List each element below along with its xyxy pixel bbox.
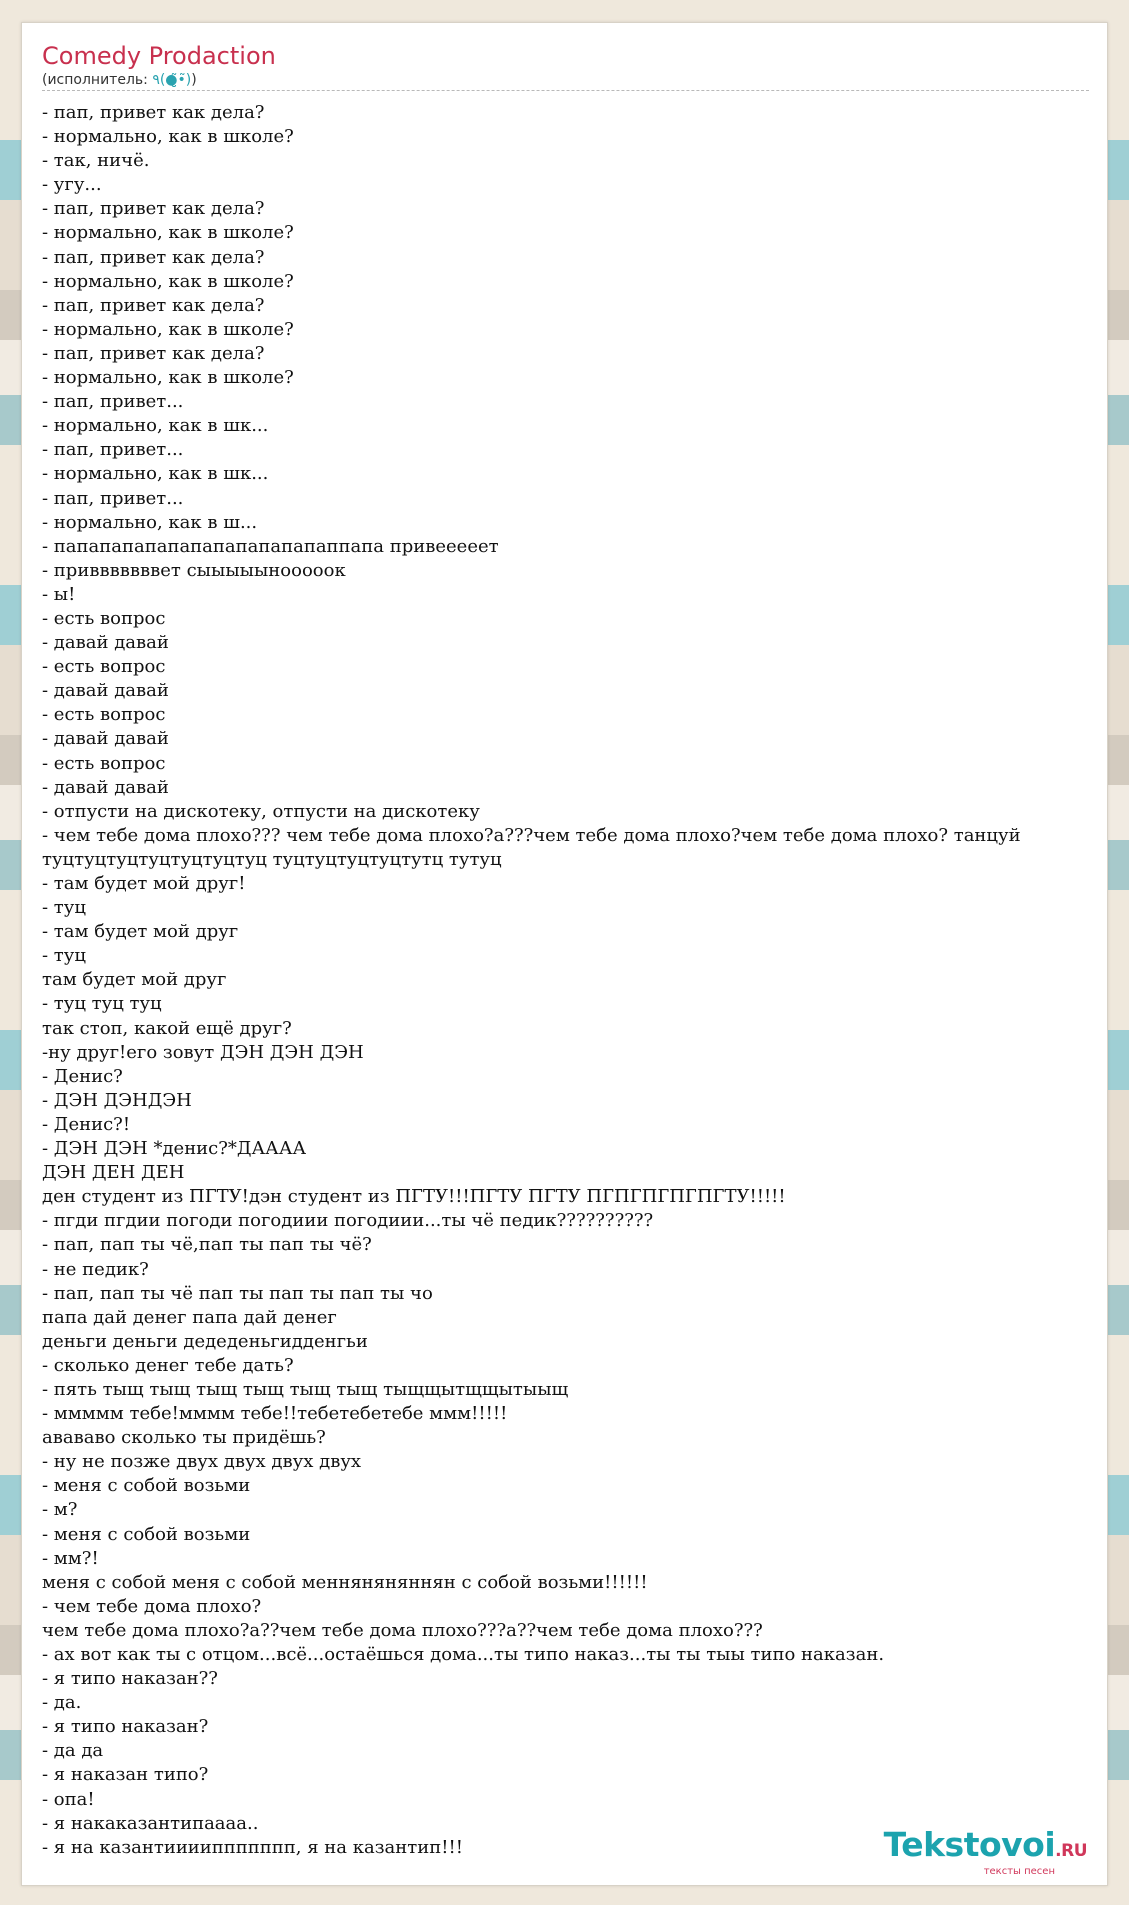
lyric-line: - пап, привет как дела? <box>42 246 265 268</box>
lyric-line: - пап, пап ты чё пап ты пап ты пап ты чо <box>42 1282 433 1304</box>
lyric-line: ден студент из ПГТУ!дэн студент из ПГТУ!!!ПГТУ ПГТУ ПГПГПГПГПГТУ!!!!! <box>42 1186 786 1208</box>
lyric-line: - пап, привет как дела? <box>42 198 265 220</box>
lyric-line: - не педик? <box>42 1258 149 1280</box>
lyrics-page <box>21 22 1108 1886</box>
lyric-line: -ну друг!его зовут ДЭН ДЭН ДЭН <box>42 1041 364 1063</box>
lyric-line: - ах вот как ты с отцом...всё...остаёшься дома...ты типо наказ...ты ты тыы типо наказан. <box>42 1644 885 1665</box>
lyric-line: - нормально, как в школе? <box>42 222 294 244</box>
logo-brand-name: Tekstovoi <box>883 1825 1056 1864</box>
lyric-line: чем тебе дома плохо?а??чем тебе дома плохо???а??чем тебе дома плохо??? <box>42 1619 763 1641</box>
lyric-line: - Денис? <box>42 1065 123 1087</box>
lyric-line: - опа! <box>42 1788 95 1810</box>
lyric-line: - нормально, как в шк... <box>42 415 269 437</box>
lyric-line: - меня с собой возьми <box>42 1523 251 1545</box>
lyric-line: - да да <box>42 1740 104 1762</box>
lyric-line: - чем тебе дома плохо??? чем тебе дома плохо?а???чем тебе дома плохо?чем тебе дома плохо? танцуй <box>42 824 1021 846</box>
lyric-line: - я накаказантипаааа.. <box>42 1812 259 1834</box>
lyric-line: - есть вопрос <box>42 704 166 726</box>
lyric-line: - туц <box>42 945 86 967</box>
lyric-line: - меня с собой возьми <box>42 1475 251 1497</box>
lyric-line: - пап, привет как дела? <box>42 342 265 364</box>
lyric-line: - там будет мой друг! <box>42 873 246 894</box>
lyric-line: - пап, привет... <box>42 439 184 461</box>
lyric-line: - мм?! <box>42 1547 99 1569</box>
lyric-line: - угу... <box>42 174 102 196</box>
logo-brand <box>883 1825 1087 1868</box>
lyric-line: - я типо наказан?? <box>42 1668 218 1690</box>
lyric-line: - м? <box>42 1499 78 1521</box>
lyric-line: - давай давай <box>42 632 169 654</box>
song-header <box>42 41 1089 91</box>
lyric-line: - есть вопрос <box>42 607 166 629</box>
lyric-line: - привввввввет сыыыыынооооок <box>42 559 346 581</box>
lyric-line: - есть вопрос <box>42 752 166 774</box>
lyric-line: - я наказан типо? <box>42 1764 209 1786</box>
lyric-line: папа дай денег папа дай денег <box>42 1306 337 1328</box>
lyric-line: - есть вопрос <box>42 656 166 678</box>
lyric-line: - ы! <box>42 583 76 605</box>
lyric-line: - нормально, как в школе? <box>42 270 294 292</box>
lyric-line: - нормально, как в школе? <box>42 126 294 148</box>
lyric-line: - нормально, как в школе? <box>42 367 294 389</box>
lyric-line: - я на казантииииппппппп, я на казантип!!! <box>42 1836 463 1858</box>
lyric-line: меня с собой меня с собой менняняняннян с собой возьми!!!!!! <box>42 1571 648 1593</box>
lyric-line: там будет мой друг <box>42 969 227 991</box>
lyric-line: - давай давай <box>42 728 169 750</box>
lyric-line: - пгди пгдии погоди погодиии погодиии...ты чё педик?????????? <box>42 1210 654 1232</box>
lyric-line: - пап, привет... <box>42 391 184 413</box>
lyric-line: - туц туц туц <box>42 993 162 1015</box>
logo-tld: .RU <box>1055 1841 1087 1861</box>
site-logo[interactable] <box>883 1825 1087 1877</box>
logo-tagline: тексты песен <box>983 1866 1055 1877</box>
lyric-line: авававо сколько ты придёшь? <box>42 1427 326 1449</box>
lyrics-text <box>42 101 1108 1860</box>
lyric-line: ДЭН ДЕН ДЕН <box>42 1162 185 1184</box>
lyric-line: - чем тебе дома плохо? <box>42 1595 262 1617</box>
lyric-line: - отпусти на дискотеку, отпусти на дискотеку <box>42 800 480 822</box>
lyric-line: - ну не позже двух двух двух двух <box>42 1451 362 1473</box>
lyric-line: - ДЭН ДЭНДЭН <box>42 1089 192 1111</box>
song-title: Comedy Prodaction <box>42 42 276 70</box>
lyric-line: - сколько денег тебе дать? <box>42 1354 294 1376</box>
lyric-line: - там будет мой друг <box>42 921 239 943</box>
lyric-line: - нормально, как в шк... <box>42 463 269 485</box>
lyric-line: - Денис?! <box>42 1113 131 1135</box>
lyric-line: - пять тыщ тыщ тыщ тыщ тыщ тыщ тыщщытщщытыыщ <box>42 1378 569 1400</box>
performer-suffix: ) <box>191 72 197 88</box>
lyric-line: - пап, привет как дела? <box>42 102 265 123</box>
lyric-line: - нормально, как в школе? <box>42 318 294 340</box>
lyric-line: - папапапапапапапапапапапаппапа привеееeет <box>42 535 499 557</box>
lyric-line: так стоп, какой ещё друг? <box>42 1017 292 1039</box>
lyric-line: - пап, привет как дела? <box>42 294 265 316</box>
lyric-line: - туц <box>42 897 86 919</box>
lyric-line: - я типо наказан? <box>42 1716 209 1738</box>
lyric-line: - давай давай <box>42 776 169 798</box>
lyric-line: - пап, пап ты чё,пап ты пап ты чё? <box>42 1234 372 1256</box>
performer-line <box>42 71 1089 89</box>
lyric-line: - нормально, как в ш... <box>42 511 258 533</box>
performer-link[interactable]: ٩(●̮̮̃•̃) <box>152 72 192 88</box>
lyric-line: - да. <box>42 1692 82 1714</box>
lyric-line: туцтуцтуцтуцтуцтуцтуц туцтуцтуцтуцтутц тутуц <box>42 848 502 870</box>
lyric-line: - пап, привет... <box>42 487 184 509</box>
lyric-line: - ммммм тебе!мммм тебе!!тебетебетебе ммм!!!!! <box>42 1403 508 1425</box>
lyric-line: - давай давай <box>42 680 169 702</box>
lyric-line: деньги деньги дедеденьгидденгьи <box>42 1330 368 1352</box>
lyric-line: - ДЭН ДЭН *денис?*ДАААА <box>42 1138 307 1160</box>
performer-prefix: (исполнитель: <box>42 72 153 88</box>
lyric-line: - так, ничё. <box>42 150 150 172</box>
